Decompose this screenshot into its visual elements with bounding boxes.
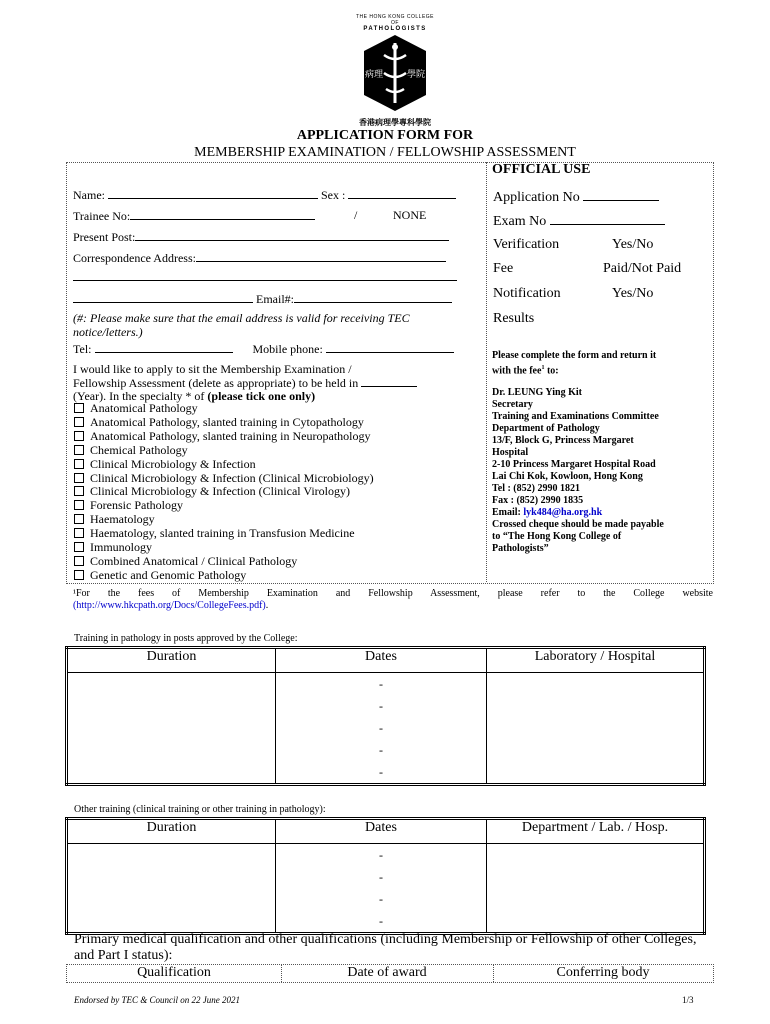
college-logo [355, 14, 435, 127]
notification-label: Notification [493, 286, 561, 301]
other-dates-cell[interactable]: - - - - [276, 844, 487, 934]
specialty-item[interactable]: Chemical Pathology [74, 444, 374, 458]
specialty-item[interactable]: Anatomical Pathology [74, 402, 374, 416]
exam-no-row: Exam No [493, 212, 665, 230]
form-title-line2: MEMBERSHIP EXAMINATION / FELLOWSHIP ASSESSMENT [194, 145, 576, 160]
specialty-item[interactable]: Anatomical Pathology, slanted training in Neuropathology [74, 430, 374, 444]
qualification-table [66, 964, 714, 983]
training-caption: Training in pathology in posts approved by the College: [74, 633, 298, 644]
specialty-item[interactable]: Haematology, slanted training in Transfusion Medicine [74, 527, 374, 541]
specialty-item[interactable]: Combined Anatomical / Clinical Pathology [74, 555, 374, 569]
training-header-lab: Laboratory / Hospital [487, 648, 705, 673]
tel-label: Tel: [73, 342, 92, 356]
name-label: Name: [73, 188, 105, 202]
specialty-item[interactable]: Forensic Pathology [74, 499, 374, 513]
checkbox[interactable] [74, 403, 84, 413]
verification-value: Yes/No [612, 237, 654, 252]
return-info: Please complete the form and return it with the fee$^1$ to: Dr. LEUNG Ying Kit Secretary Training and Examinations Committee Department of Pathology 13/F, Block G, Princess Margaret Hospital 2-10 Princess Margaret Hospital Road Lai Chi Kok, Kowloon, Hong Kong Tel : (852) 2990 1821 Fax : (852) 2990 1835 Email: lyk484@ha.org.hk Crossed cheque should be made payable to “The Hong Kong College of Pathologists” [492, 350, 664, 555]
qual-header-body: Conferring body [556, 965, 650, 980]
trainee-label: Trainee No: [73, 209, 131, 223]
correspondence-field-2[interactable] [73, 270, 457, 281]
specialty-item[interactable]: Clinical Microbiology & Infection (Clinical Virology) [74, 485, 374, 499]
correspondence-row [73, 250, 446, 266]
logo-top-text: THE HONG KONG COLLEGE OF [355, 14, 434, 26]
email-label: Email#: [256, 292, 294, 306]
trainee-none: NONE [393, 208, 427, 222]
logo-left-chars: 病理 [364, 69, 384, 79]
mobile-field[interactable] [326, 341, 454, 353]
qual-header-qualification: Qualification [137, 965, 211, 980]
exam-no-field[interactable] [550, 212, 665, 225]
application-no-field[interactable] [583, 188, 659, 201]
email-field[interactable] [294, 291, 452, 303]
specialty-list [74, 402, 374, 583]
checkbox[interactable] [74, 570, 84, 580]
endorsed-footer: Endorsed by TEC & Council on 22 June 2021 [74, 995, 240, 1005]
apply-line2: Fellowship Assessment (delete as appropriate) to be held in [73, 376, 359, 390]
other-header-dept: Department / Lab. / Hosp. [487, 819, 705, 844]
trainee-slash: / [354, 208, 358, 222]
tel-row [73, 341, 454, 357]
other-training-caption: Other training (clinical training or other training in pathology): [74, 804, 326, 815]
specialty-item[interactable]: Clinical Microbiology & Infection [74, 458, 374, 472]
correspondence-field-3[interactable] [73, 291, 253, 303]
present-post-field[interactable] [135, 229, 449, 241]
checkbox[interactable] [74, 514, 84, 524]
apply-line1: I would like to apply to sit the Membership Examination / [73, 362, 352, 376]
notification-value: Yes/No [612, 286, 654, 301]
correspondence-label: Correspondence Address: [73, 251, 196, 265]
email-note: (#: Please make sure that the email address is valid for receiving TEC notice/letters.) [73, 311, 410, 339]
checkbox[interactable] [74, 528, 84, 538]
other-training-table [65, 817, 706, 935]
form-title-line1: APPLICATION FORM FOR [296, 128, 474, 143]
fee-value: Paid/Not Paid [603, 261, 682, 276]
specialty-item[interactable]: Anatomical Pathology, slanted training in Cytopathology [74, 416, 374, 430]
official-use-heading: OFFICIAL USE [492, 162, 591, 177]
apply-line3a: (Year). In the specialty * of [73, 389, 205, 403]
trainee-field[interactable] [130, 208, 315, 220]
trainee-row [73, 208, 315, 224]
logo-chinese-name: 香港病理學專科學院 [359, 118, 431, 127]
specialty-item[interactable]: Genetic and Genomic Pathology [74, 569, 374, 583]
logo-right-chars: 學院 [406, 69, 426, 79]
name-row [73, 187, 456, 203]
specialty-item[interactable]: Immunology [74, 541, 374, 555]
fee-note: ¹For the fees of Membership Examination and Fellowship Assessment, please refer to the College website [73, 588, 713, 599]
fee-note-link-row: (http://www.hkcpath.org/Docs/CollegeFees.pdf). [73, 600, 269, 611]
verification-label: Verification [493, 237, 560, 252]
checkbox[interactable] [74, 459, 84, 469]
training-dates-cell[interactable]: - - - - - [276, 673, 487, 785]
checkbox[interactable] [74, 431, 84, 441]
specialty-item[interactable]: Clinical Microbiology & Infection (Clinical Microbiology) [74, 472, 374, 486]
qualification-text: Primary medical qualification and other qualifications (including Membership or Fellowship of other Colleges, and Part I status): [74, 932, 697, 963]
checkbox[interactable] [74, 445, 84, 455]
other-header-dates: Dates [276, 819, 487, 844]
name-field[interactable] [108, 187, 318, 199]
training-duration-cell[interactable] [67, 673, 276, 785]
checkbox[interactable] [74, 486, 84, 496]
year-field[interactable] [361, 375, 417, 387]
checkbox[interactable] [74, 556, 84, 566]
other-header-duration: Duration [67, 819, 276, 844]
sex-field[interactable] [348, 187, 456, 199]
tel-field[interactable] [95, 341, 233, 353]
other-duration-cell[interactable] [67, 844, 276, 934]
logo-emblem-icon [360, 33, 430, 113]
box-divider [486, 162, 487, 582]
present-post-label: Present Post: [73, 230, 136, 244]
application-no-row: Application No [493, 188, 659, 206]
checkbox[interactable] [74, 473, 84, 483]
other-dept-cell[interactable] [487, 844, 705, 934]
results-label: Results [493, 311, 535, 326]
training-lab-cell[interactable] [487, 673, 705, 785]
logo-name: PATHOLOGISTS [363, 26, 427, 32]
present-post-row [73, 229, 449, 245]
correspondence-field[interactable] [196, 250, 446, 262]
qual-header-date: Date of award [347, 965, 427, 980]
training-header-duration: Duration [67, 648, 276, 673]
checkbox[interactable] [74, 500, 84, 510]
sex-label: Sex : [321, 188, 346, 202]
specialty-item[interactable]: Haematology [74, 513, 374, 527]
email-row [73, 291, 452, 307]
checkbox[interactable] [74, 417, 84, 427]
mobile-label: Mobile phone: [252, 342, 323, 356]
secretary-email-link[interactable]: lyk484@ha.org.hk [523, 507, 603, 519]
page-number: 1/3 [682, 995, 694, 1005]
fee-label: Fee [493, 261, 514, 276]
college-fees-link[interactable]: (http://www.hkcpath.org/Docs/CollegeFees.pdf) [73, 600, 266, 611]
apply-line3b: (please tick one only) [207, 389, 316, 403]
training-table [65, 646, 706, 786]
checkbox[interactable] [74, 542, 84, 552]
training-header-dates: Dates [276, 648, 487, 673]
